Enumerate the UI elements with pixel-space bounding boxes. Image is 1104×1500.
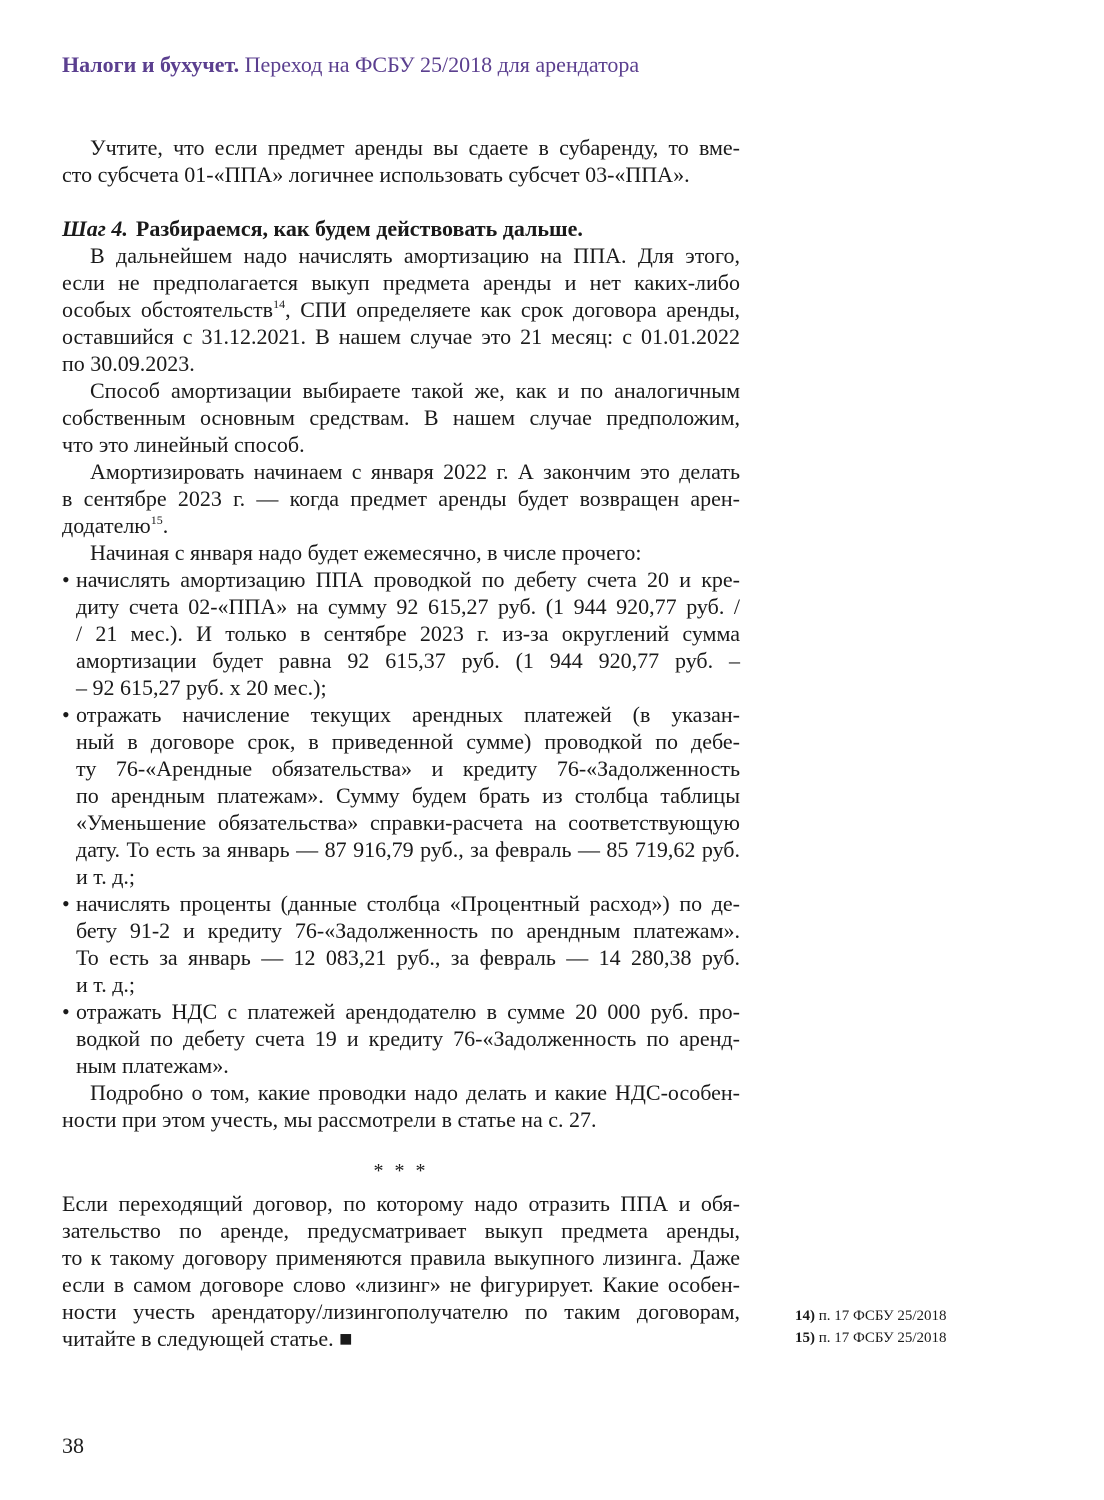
text-line [62, 161, 740, 188]
footnote-text: п. 17 ФСБУ 25/2018 [818, 1308, 947, 1324]
line-text: ный в договоре срок, в приведенной сумме) проводкой по дебе- [76, 729, 740, 754]
line-text: Если переходящий договор, по которому надо отразить ППА и обя- [62, 1191, 740, 1216]
footnote-ref: 14 [273, 297, 286, 311]
conclusion-paragraph [62, 1190, 740, 1352]
list-item-line [62, 755, 740, 782]
line-text: ту 76-«Арендные обязательства» и кредиту 76-«Задолженность [76, 756, 740, 781]
list-item-line [62, 566, 740, 593]
line-text: диту счета 02-«ППА» на сумму 92 615,27 руб. (1 944 920,77 руб. / [76, 594, 740, 619]
line-text: зательство по аренде, предусматривает выкуп предмета аренды, [62, 1218, 740, 1243]
line-text: по 30.09.2023. [62, 351, 195, 376]
list-item-line [62, 890, 740, 917]
list-item-line [62, 863, 740, 890]
line-text: читайте в следующей статье. ■ [62, 1326, 353, 1351]
text-line [62, 458, 740, 485]
line-text: Учтите, что если предмет аренды вы сдаете в субаренду, то вме- [90, 135, 740, 160]
line-text: и т. д.; [76, 864, 136, 889]
list-item-line [62, 593, 740, 620]
text-line [62, 1298, 740, 1325]
step-section [62, 215, 740, 1133]
text-line [62, 1325, 740, 1352]
text-line [62, 539, 740, 566]
line-text: Начиная с января надо будет ежемесячно, в числе прочего: [90, 540, 642, 565]
list-item-line [62, 998, 740, 1025]
text-line [62, 485, 740, 512]
line-text: ности учесть арендатору/лизингополучателю по таким договорам, [62, 1299, 740, 1324]
line-text: водкой по дебету счета 19 и кредиту 76-«Задолженность по аренд- [76, 1026, 740, 1051]
list-item-line [62, 782, 740, 809]
line-text: То есть за январь — 12 083,21 руб., за февраль — 14 280,38 руб. [76, 945, 740, 970]
line-text: амортизации будет равна 92 615,37 руб. (1 944 920,77 руб. – [76, 648, 740, 673]
step-heading [62, 215, 740, 242]
text-line [62, 296, 740, 323]
line-text: то к такому договору применяются правила выкупного лизинга. Даже [62, 1245, 740, 1270]
line-text: ным платежам». [76, 1053, 229, 1078]
line-text: дату. То есть за январь — 87 916,79 руб., за февраль — 85 719,62 руб. [76, 837, 740, 862]
list-item-line [62, 701, 740, 728]
text-line [62, 323, 740, 350]
line-text: Способ амортизации выбираете такой же, как и по аналогичным [90, 378, 740, 403]
list-item-line [62, 1052, 740, 1079]
text-line [62, 1271, 740, 1298]
list-item-line [62, 809, 740, 836]
footnote-number: 14) [795, 1308, 815, 1324]
bullet-icon: • [62, 702, 70, 727]
text-line [62, 350, 740, 377]
text-line [62, 134, 740, 161]
text-line [62, 269, 740, 296]
list-item-line [62, 728, 740, 755]
line-text: ности при этом учесть, мы рассмотрели в статье на с. 27. [62, 1107, 597, 1132]
line-text: сто субсчета 01-«ППА» логичнее использовать субсчет 03-«ППА». [62, 162, 690, 187]
bullet-icon: • [62, 567, 70, 592]
text-line [62, 404, 740, 431]
line-text: , СПИ определяете как срок договора аренды, [285, 297, 741, 322]
text-line [62, 1106, 740, 1133]
footnote-14 [795, 1308, 947, 1325]
line-text: в сентябре 2023 г. — когда предмет аренды будет возвращен арен- [62, 486, 740, 511]
footnote-text: п. 17 ФСБУ 25/2018 [818, 1330, 947, 1346]
step-title: Разбираемся, как будем действовать дальше. [135, 216, 583, 241]
text-line [62, 377, 740, 404]
running-header [62, 52, 639, 78]
line-text: В дальнейшем надо начислять амортизацию на ППА. Для этого, [90, 243, 740, 268]
line-text: / 21 мес.). И только в сентябре 2023 г. из-за округлений сумма [76, 621, 740, 646]
step-number: Шаг 4. [62, 216, 128, 241]
list-item-line [62, 944, 740, 971]
bullet-icon: • [62, 999, 70, 1024]
line-text: собственным основным средствам. В нашем случае предположим, [62, 405, 740, 430]
text-line [62, 431, 740, 458]
footnote-ref: 15 [150, 513, 163, 527]
line-text: отражать начисление текущих арендных платежей (в указан- [76, 702, 740, 727]
text-line [62, 1190, 740, 1217]
text-line [62, 242, 740, 269]
intro-paragraph [62, 134, 740, 188]
footnote-15 [795, 1330, 947, 1347]
line-text: додателю [62, 513, 151, 538]
list-item-line [62, 647, 740, 674]
bullet-icon: • [62, 891, 70, 916]
line-text: – 92 615,27 руб. х 20 мес.); [76, 675, 327, 700]
section-separator: * * * [373, 1160, 429, 1182]
line-text: оставшийся с 31.12.2021. В нашем случае это 21 месяц: с 01.01.2022 [62, 324, 740, 349]
step-body [62, 242, 740, 1133]
line-text: по арендным платежам». Сумму будем брать из столбца таблицы [76, 783, 740, 808]
line-text: особых обстоятельств [62, 297, 274, 322]
line-text: начислять проценты (данные столбца «Процентный расход») по де- [76, 891, 740, 916]
line-text: отражать НДС с платежей арендодателю в сумме 20 000 руб. про- [76, 999, 740, 1024]
list-item-line [62, 836, 740, 863]
footnote-number: 15) [795, 1330, 815, 1346]
line-text: что это линейный способ. [62, 432, 305, 457]
list-item-line [62, 620, 740, 647]
line-text: начислять амортизацию ППА проводкой по дебету счета 20 и кре- [76, 567, 740, 592]
list-item-line [62, 971, 740, 998]
text-line [62, 512, 740, 539]
list-item-line [62, 674, 740, 701]
header-section: Налоги и бухучет. [62, 52, 240, 77]
header-title: Переход на ФСБУ 25/2018 для арендатора [244, 52, 640, 77]
line-text: . [162, 513, 169, 538]
page-number: 38 [62, 1433, 84, 1458]
line-text: «Уменьшение обязательства» справки-расчета на соответствующую [76, 810, 740, 835]
line-text: бету 91-2 и кредиту 76-«Задолженность по арендным платежам». [76, 918, 740, 943]
text-line [62, 1079, 740, 1106]
text-line [62, 1217, 740, 1244]
list-item-line [62, 917, 740, 944]
line-text: если не предполагается выкуп предмета аренды и нет каких-либо [62, 270, 740, 295]
list-item-line [62, 1025, 740, 1052]
line-text: Амортизировать начинаем с января 2022 г. А закончим это делать [90, 459, 740, 484]
text-line [62, 1244, 740, 1271]
line-text: и т. д.; [76, 972, 136, 997]
line-text: Подробно о том, какие проводки надо делать и какие НДС-особен- [90, 1080, 740, 1105]
line-text: если в самом договоре слово «лизинг» не фигурирует. Какие особен- [62, 1272, 740, 1297]
